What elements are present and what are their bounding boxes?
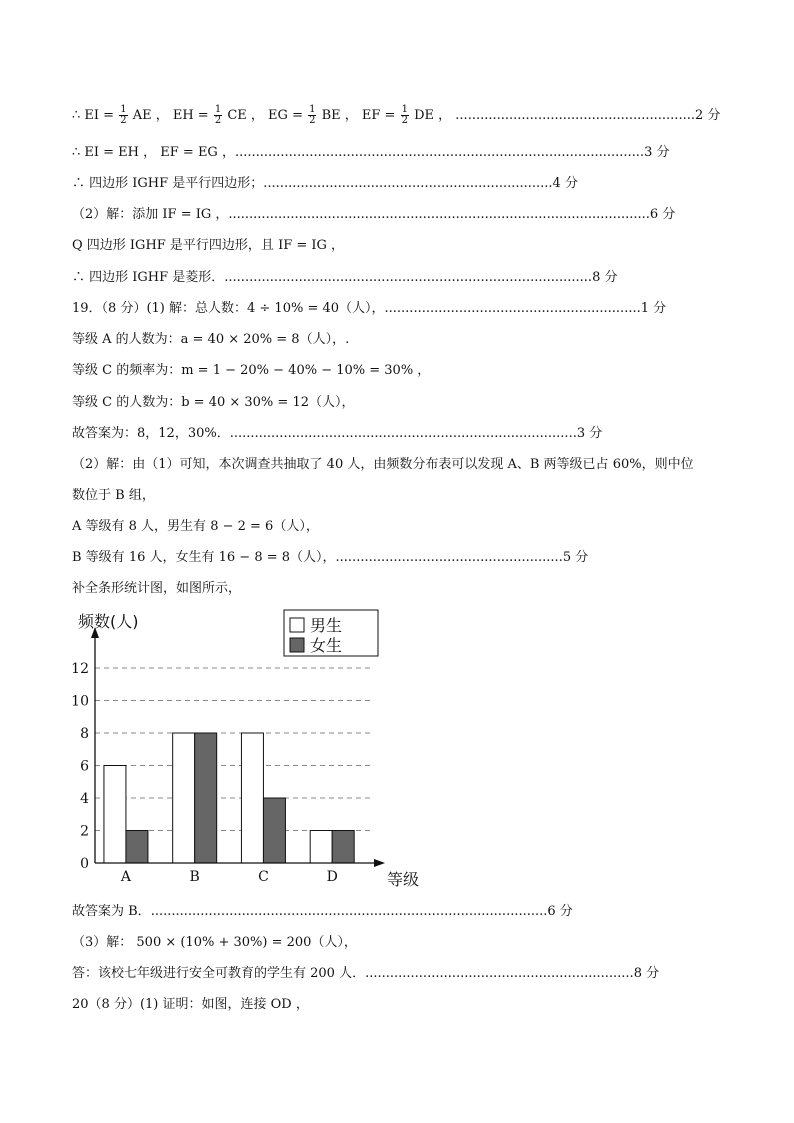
x-axis-label: 等级	[387, 870, 420, 889]
line-8	[72, 330, 349, 350]
score: 4 分	[552, 176, 578, 191]
score: 8 分	[633, 966, 660, 981]
line-11	[72, 424, 602, 444]
leader-dots: ..........................................................	[455, 108, 695, 123]
x-tick-label: B	[189, 869, 200, 885]
bar-D-male	[310, 831, 332, 864]
bar-C-female	[263, 798, 285, 863]
line-text: （2）解：添加 IF = IG ，	[72, 207, 229, 222]
y-tick-label: 12	[71, 661, 89, 677]
line-5	[72, 236, 344, 256]
legend-label: 男生	[310, 616, 343, 635]
leader-dots: .........................................................................................	[224, 270, 593, 285]
line-text: （2）解：由（1）可知，本次调查共抽取了 40 人，由频数分布表可以发现 A、B 两等级已占 60%，则中位	[72, 457, 694, 472]
score: 6 分	[547, 904, 573, 919]
legend-swatch	[290, 638, 304, 652]
fraction: $\frac{1}{2}$	[309, 104, 316, 126]
legend-swatch	[290, 618, 304, 632]
leader-dots: ......................................................................	[263, 176, 553, 191]
score: 5 分	[562, 550, 589, 565]
bar-D-female	[332, 831, 354, 864]
y-tick-label: 0	[80, 856, 89, 872]
x-tick-label: D	[326, 869, 338, 885]
fraction: $\frac{1}{2}$	[120, 104, 127, 126]
l1-t2: CE ， EG =	[227, 108, 308, 123]
line-18	[72, 933, 357, 953]
line-4	[72, 205, 675, 225]
bar-C-male	[241, 733, 263, 863]
line-text: A 等级有 8 人，男生有 8 − 2 = 6（人），	[72, 519, 319, 534]
line-text: 19．（8 分）(1) 解：总人数：4 ÷ 10% = 40（人），	[72, 301, 385, 316]
score: 2 分	[694, 108, 721, 123]
bar-B-male	[173, 733, 195, 863]
y-tick-label: 8	[80, 726, 89, 742]
line-15	[72, 548, 588, 568]
y-tick-label: 10	[71, 693, 89, 710]
bar-chart	[70, 605, 420, 895]
line-text: ∴ 四边形 IGHF 是菱形．	[72, 270, 225, 285]
line-1	[72, 105, 720, 126]
leader-dots: .................................................................	[365, 966, 634, 981]
l1-t3: BE ， EF =	[321, 108, 400, 123]
l1-t1: AE ， EH =	[132, 108, 213, 123]
line-3	[72, 174, 578, 194]
y-axis-label: 频数(人)	[78, 612, 139, 631]
score: 1 分	[640, 301, 667, 316]
leader-dots: ..............................................................	[384, 301, 641, 316]
line-6	[72, 268, 617, 288]
bar-B-female	[195, 733, 217, 863]
line-text: 20（8 分）(1) 证明：如图，连接 OD ，	[72, 997, 309, 1012]
line-2	[72, 143, 669, 163]
leader-dots: ................................................................................................	[150, 904, 548, 919]
line-text: 等级 C 的频率为：m = 1 − 20% − 40% − 10% = 30% ，	[72, 363, 431, 378]
line-19	[72, 964, 659, 984]
line-text: （3）解： 500 × (10% + 30%) = 200（人），	[72, 935, 357, 950]
score: 3 分	[644, 145, 670, 160]
x-axis-arrow	[374, 859, 385, 867]
leader-dots: .......................................................	[335, 550, 563, 565]
bar-A-female	[126, 831, 148, 864]
line-10	[72, 393, 354, 413]
line-text: 故答案为：8，12，30%．	[72, 426, 230, 441]
line-14	[72, 517, 319, 537]
legend-label: 女生	[310, 636, 343, 655]
line-text: ∴ EI = EH ， EF = EG ，	[72, 145, 235, 160]
line-text: 等级 A 的人数为：a = 40 × 20% = 8（人），.	[72, 332, 350, 347]
leader-dots: ...................................................................................................	[234, 145, 645, 160]
line-text: B 等级有 16 人，女生有 16 − 8 = 8（人），	[72, 550, 336, 565]
line-text: 数位于 B 组，	[72, 488, 155, 503]
line-text: ∴ 四边形 IGHF 是平行四边形；	[72, 176, 264, 191]
line-text: Q 四边形 IGHF 是平行四边形，且 IF = IG ，	[72, 238, 345, 253]
line-16	[72, 579, 241, 599]
line-17	[72, 902, 573, 922]
line-text: 等级 C 的人数为：b = 40 × 30% = 12（人），	[72, 395, 355, 410]
fraction: $\frac{1}{2}$	[214, 104, 222, 126]
fraction: $\frac{1}{2}$	[401, 104, 408, 126]
line-text: 答：该校七年级进行安全可教育的学生有 200 人．	[72, 966, 366, 981]
line-9	[72, 361, 430, 381]
bar-A-male	[104, 766, 126, 864]
x-tick-label: A	[120, 869, 131, 885]
line-7	[72, 299, 666, 319]
l1-pre: ∴ EI =	[72, 108, 119, 123]
line-20	[72, 995, 309, 1015]
score: 8 分	[592, 270, 618, 285]
x-tick-label: C	[258, 869, 269, 885]
leader-dots: ......................................................................................................	[228, 207, 650, 222]
y-tick-label: 2	[80, 823, 89, 840]
line-text: 补全条形统计图，如图所示，	[72, 581, 242, 596]
leader-dots: ....................................................................................	[229, 426, 577, 441]
y-tick-label: 4	[80, 791, 89, 807]
line-text: 故答案为 B．	[72, 904, 151, 919]
line-12	[72, 455, 694, 475]
line-13	[72, 486, 155, 506]
l1-t4: DE ，	[414, 108, 452, 123]
y-tick-label: 6	[80, 758, 89, 775]
score: 6 分	[649, 207, 676, 222]
score: 3 分	[576, 426, 603, 441]
